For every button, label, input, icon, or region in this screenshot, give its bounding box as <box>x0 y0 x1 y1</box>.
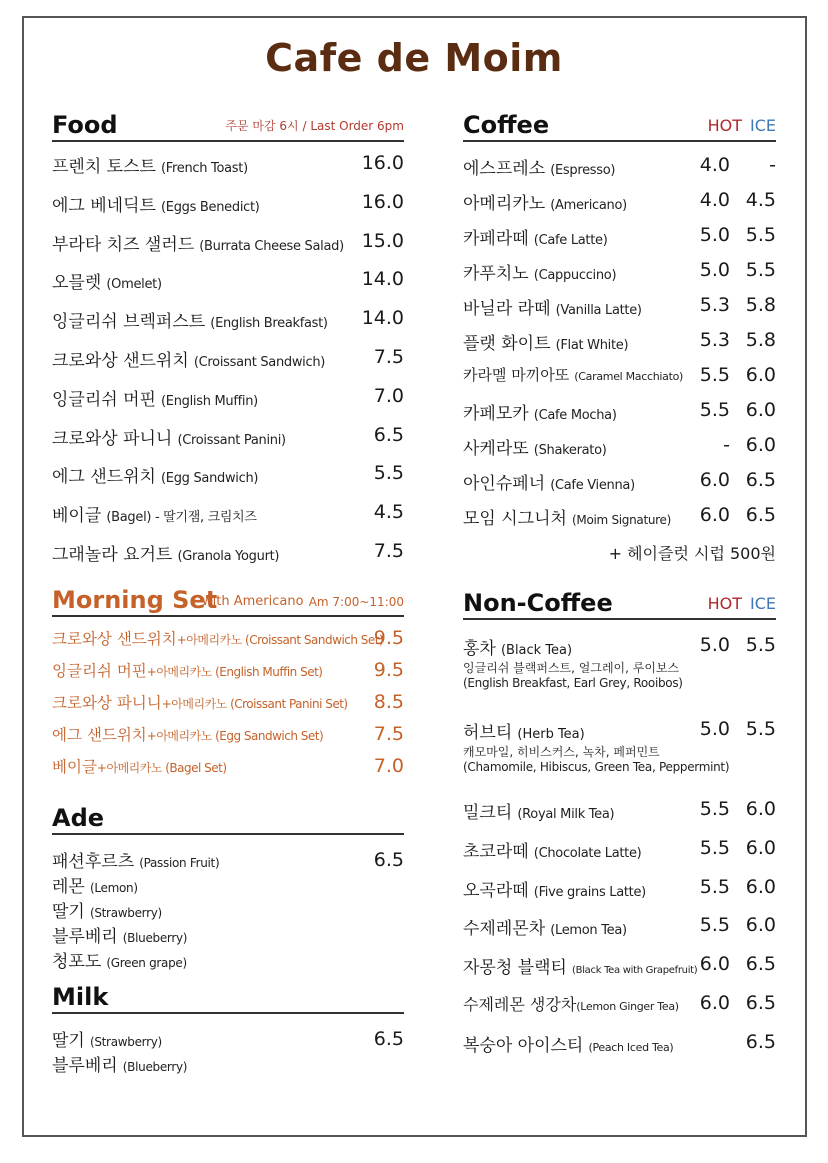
hot-ice-labels: HOT ICE <box>707 116 776 135</box>
coffee-item: 아메리카노 (Americano) 4.0 4.5 <box>463 189 776 214</box>
set-item: 크로와상 샌드위치+아메리카노 (Croissant Sandwich Set) 9.5 <box>52 626 404 649</box>
price: 16.0 <box>361 190 404 213</box>
price: 7.0 <box>373 754 404 777</box>
coffee-heading: Coffee <box>463 111 550 139</box>
non-coffee-item: 수제레몬 생강차(Lemon Ginger Tea) 6.0 6.5 <box>463 991 776 1014</box>
non-coffee-item: 오곡라떼 (Five grains Latte) 5.5 6.0 <box>463 875 776 901</box>
price: 4.5 <box>373 501 404 524</box>
price: 7.5 <box>373 539 404 562</box>
right-column <box>463 110 776 1070</box>
coffee-item: 카라멜 마끼아또 (Caramel Macchiato) 5.5 6.0 <box>463 364 776 386</box>
price: 7.0 <box>373 384 404 407</box>
food-list <box>52 142 404 579</box>
set-item: 베이글+아메리카노 (Bagel Set) 7.0 <box>52 754 404 777</box>
coffee-item: 플랫 화이트 (Flat White) 5.3 5.8 <box>463 329 776 354</box>
morning-set-list <box>52 617 404 787</box>
coffee-item: 사케라또 (Shakerato) - 6.0 <box>463 434 776 459</box>
coffee-header <box>463 110 776 142</box>
milk-price: 6.5 <box>373 1027 404 1050</box>
milk-item: 딸기 (Strawberry) <box>52 1030 162 1051</box>
last-order-note: 주문 마감 6시 / Last Order 6pm <box>225 119 404 133</box>
food-item: 잉글리쉬 브렉퍼스트 (English Breakfast) 14.0 <box>52 307 404 333</box>
cafe-title: Cafe de Moim <box>265 36 563 80</box>
milk-header <box>52 982 404 1014</box>
morning-set-sub: with Americano <box>202 593 304 609</box>
non-coffee-heading: Non-Coffee <box>463 589 613 617</box>
coffee-item: 에스프레소 (Espresso) 4.0 - <box>463 154 776 179</box>
price: 14.0 <box>361 307 404 330</box>
ade-item: 딸기 (Strawberry) <box>52 901 162 922</box>
price: 15.0 <box>361 229 404 252</box>
food-item: 크로와상 샌드위치 (Croissant Sandwich) 7.5 <box>52 345 404 371</box>
morning-set-time: Am 7:00~11:00 <box>308 594 404 609</box>
food-item: 크로와상 파니니 (Croissant Panini) 6.5 <box>52 423 404 449</box>
non-coffee-header <box>463 588 776 620</box>
set-item: 에그 샌드위치+아메리카노 (Egg Sandwich Set) 7.5 <box>52 722 404 745</box>
food-item: 프렌치 토스트 (French Toast) 16.0 <box>52 152 404 177</box>
food-item: 에그 샌드위치 (Egg Sandwich) 5.5 <box>52 462 404 488</box>
non-coffee-item: 자몽청 블랙티 (Black Tea with Grapefruit) 6.0 6.5 <box>463 953 776 979</box>
milk-list <box>52 1014 404 1076</box>
ade-price: 6.5 <box>373 848 404 871</box>
non-coffee-item: 수제레몬차 (Lemon Tea) 5.5 6.0 <box>463 914 776 940</box>
coffee-list <box>463 142 776 539</box>
food-header <box>52 110 404 142</box>
coffee-item: 바닐라 라떼 (Vanilla Latte) 5.3 5.8 <box>463 294 776 319</box>
non-coffee-item: 초코라떼 (Chocolate Latte) 5.5 6.0 <box>463 836 776 862</box>
hot-ice-labels: HOT ICE <box>707 594 776 613</box>
price: 6.5 <box>373 423 404 446</box>
milk-heading: Milk <box>52 982 109 1011</box>
milk-item: 블루베리 (Blueberry) <box>52 1055 188 1076</box>
ade-list <box>52 835 404 972</box>
non-coffee-item: 밀크티 (Royal Milk Tea) 5.5 6.0 <box>463 798 776 823</box>
ade-heading: Ade <box>52 803 105 832</box>
coffee-item: 아인슈페너 (Cafe Vienna) 6.0 6.5 <box>463 469 776 494</box>
food-item: 그래놀라 요거트 (Granola Yogurt) 7.5 <box>52 539 404 565</box>
non-coffee-list <box>463 620 776 1070</box>
ade-header <box>52 803 404 835</box>
price: 7.5 <box>373 345 404 368</box>
price: 8.5 <box>373 690 404 713</box>
coffee-item: 모임 시그니처 (Moim Signature) 6.0 6.5 <box>463 504 776 529</box>
price: 9.5 <box>373 658 404 681</box>
hazelnut-addon: + 헤이즐럿 시럽 500원 <box>608 544 776 563</box>
price: 16.0 <box>361 152 404 174</box>
ade-item: 패션후르츠 (Passion Fruit) <box>52 851 220 872</box>
food-item: 부라타 치즈 샐러드 (Burrata Cheese Salad) 15.0 <box>52 229 404 255</box>
coffee-item: 카페라떼 (Cafe Latte) 5.0 5.5 <box>463 224 776 249</box>
price: 5.5 <box>373 462 404 485</box>
food-item: 에그 베네딕트 (Eggs Benedict) 16.0 <box>52 190 404 216</box>
price: 9.5 <box>373 626 404 649</box>
morning-set-heading: Morning Set <box>52 585 218 614</box>
tea-item: 허브티 (Herb Tea) 캐모마일, 히비스커스, 녹차, 페퍼민트 (Chamomile, Hibiscus, Green Tea, Peppermint) 5.0 5.5 <box>463 718 776 774</box>
food-heading: Food <box>52 111 118 139</box>
coffee-item: 카푸치노 (Cappuccino) 5.0 5.5 <box>463 259 776 284</box>
food-item: 잉글리쉬 머핀 (English Muffin) 7.0 <box>52 384 404 410</box>
tea-item: 홍차 (Black Tea) 잉글리쉬 블랙퍼스트, 얼그레이, 루이보스 (English Breakfast, Earl Grey, Rooibos) 5.0 5.5 <box>463 634 776 690</box>
ade-item: 블루베리 (Blueberry) <box>52 926 188 947</box>
ade-item: 레몬 (Lemon) <box>52 876 138 897</box>
set-item: 크로와상 파니니+아메리카노 (Croissant Panini Set) 8.5 <box>52 690 404 713</box>
price: 7.5 <box>373 722 404 745</box>
left-column <box>52 110 404 1076</box>
non-coffee-item: 복숭아 아이스티 (Peach Iced Tea) 6.5 <box>463 1030 776 1056</box>
food-item: 오믈렛 (Omelet) 14.0 <box>52 268 404 294</box>
price: 14.0 <box>361 268 404 291</box>
morning-set-header <box>52 585 404 617</box>
set-item: 잉글리쉬 머핀+아메리카노 (English Muffin Set) 9.5 <box>52 658 404 681</box>
food-item: 베이글 (Bagel) - 딸기잼, 크림치즈 4.5 <box>52 501 404 527</box>
coffee-item: 카페모카 (Cafe Mocha) 5.5 6.0 <box>463 399 776 424</box>
ade-item: 청포도 (Green grape) <box>52 951 187 972</box>
